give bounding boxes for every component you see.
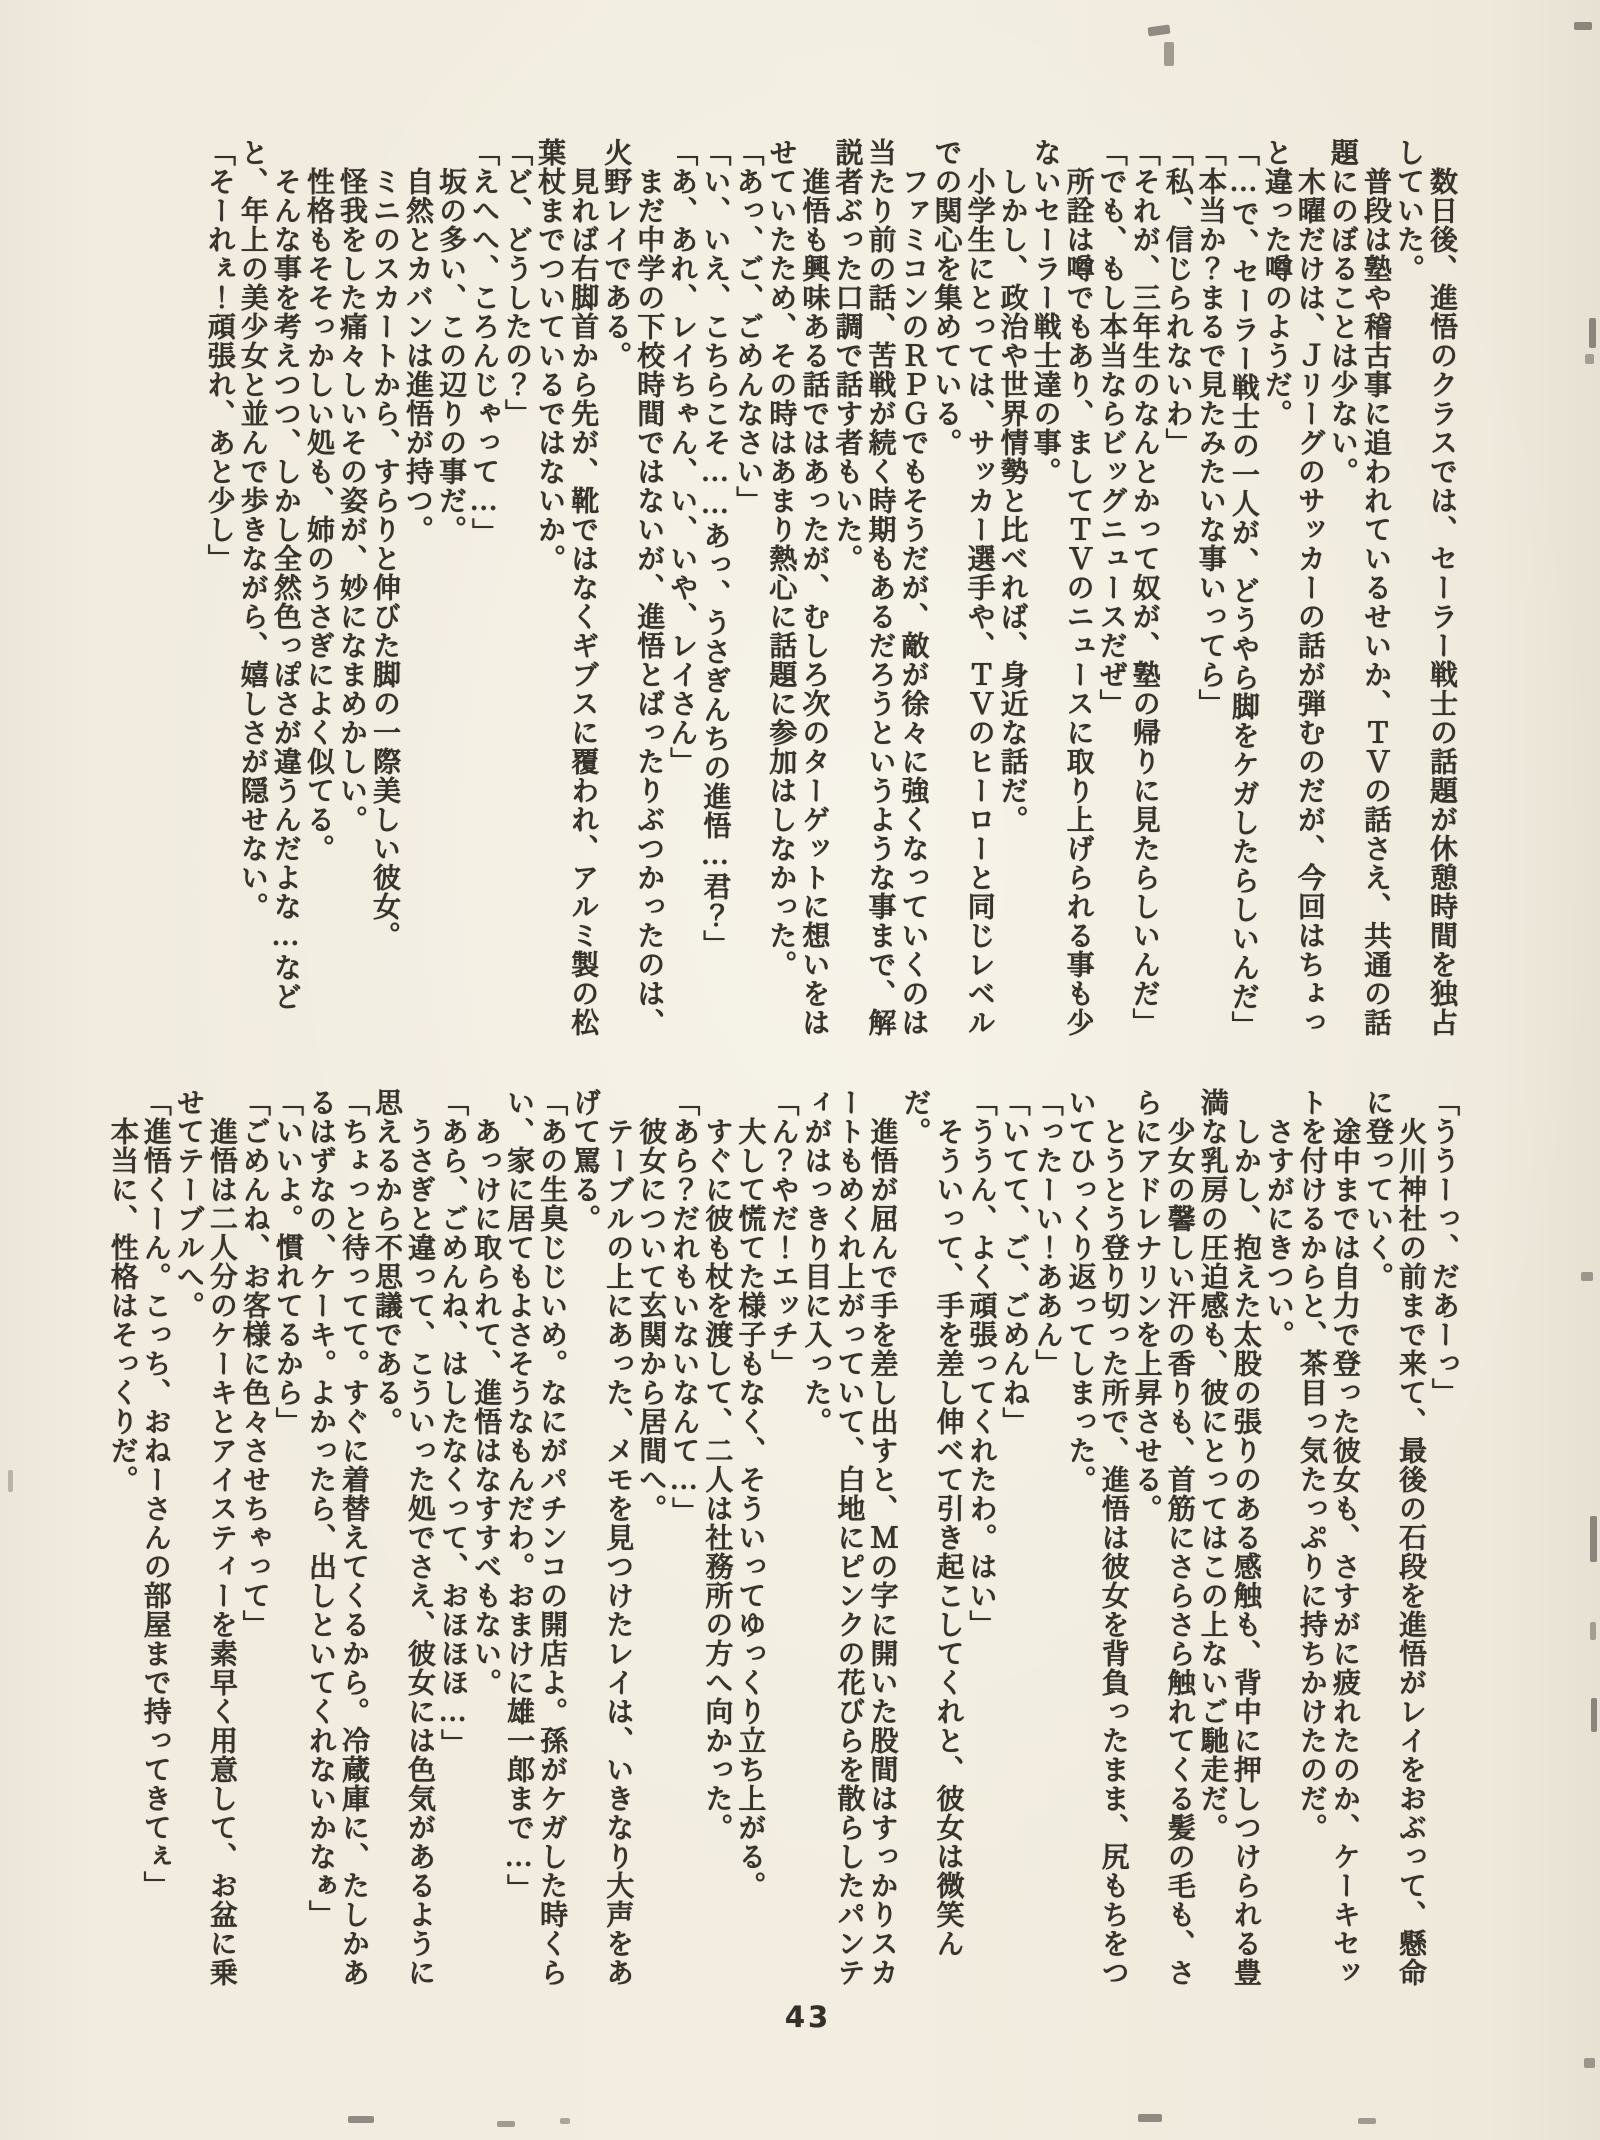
paragraph: 「えへへ、ころんじゃって…」 (468, 138, 500, 547)
paragraph: 怪我をした痛々しいその姿が、妙になまめかしい。 (335, 138, 367, 834)
paragraph: 火川神社の前まで来て、最後の石段を進悟がレイをおぶって、懸命に登っていく。 (1361, 1088, 1426, 1987)
paragraph: 進悟も興味ある話ではあったが、むしろ次のターゲットに想いをはせていたため、その時はあまり熱心に話題に参加はしなかった。 (765, 138, 830, 1037)
story-text-block-bottom (106, 1088, 1460, 2003)
paragraph: 「それが、三年生のなんとかって奴が、塾の帰りに見たらしいんだ」 (1128, 138, 1160, 1037)
scan-mark (1581, 1272, 1593, 1281)
paragraph: 「いてて、ご、ごめんね」 (998, 1088, 1030, 1436)
paragraph: 「あら？だれもいないなんて…」 (668, 1088, 700, 1526)
paragraph: そういって、手を差し伸べて引き起こしてくれと、彼女は微笑んだ。 (899, 1088, 964, 1958)
scan-mark (1585, 354, 1594, 364)
paragraph: とうとう登り切った所で、進悟は彼女を背負ったまま、尻もちをついてひっくり返ってしまった。 (1064, 1088, 1129, 1987)
scan-mark (1358, 2118, 1376, 2124)
paragraph: 性格もそそっかしい処も、姉のうさぎによく似てる。 (302, 138, 334, 863)
paragraph: 「本当か？まるで見たみたいな事いってら」 (1194, 138, 1226, 718)
scan-mark (497, 2121, 515, 2127)
paragraph: 大して慌てた様子もなく、そういってゆっくり立ち上がる。 (734, 1088, 766, 1900)
scan-mark (1590, 1516, 1597, 1562)
paragraph: あっけに取られて、進悟はなすすべもない。 (470, 1088, 502, 1697)
paragraph: 「あら、ごめんね、はしたなくって、おほほほ…」 (437, 1088, 469, 1758)
paragraph: 「でも、もし本当ならビッグニュースだぜ」 (1095, 138, 1127, 718)
paragraph: 「そーれぇ！頑張れ、あと少し」 (203, 138, 235, 573)
paragraph: すぐに彼も杖を渡して、二人は社務所の方へ向かった。 (701, 1088, 733, 1842)
paragraph: 所詮は噂でもあり、ましてＴＶのニュースに取り上げられる事も少ないセーラー戦士達の事。 (1029, 138, 1094, 1037)
paragraph: まだ中学の下校時間ではないが、進悟とばったりぶつかったのは、火野レイである。 (600, 138, 665, 1037)
paragraph: しかし、政治や世界情勢と比べれば、身近な話だ。 (996, 138, 1028, 834)
paragraph: 少女の馨しい汗の香りも、首筋にさらさら触れてくる髪の毛も、さらにアドレナリンを上昇させる。 (1130, 1088, 1195, 1987)
paragraph: 「私、信じられないわ」 (1161, 138, 1193, 457)
paragraph: 小学生にとっては、サッカー選手や、ＴＶのヒーローと同じレベルでの関心を集めている。 (930, 138, 995, 1037)
paragraph: 普段は塾や稽古事に追われているせいか、ＴＶの話さえ、共通の話題にのぼることは少ない。 (1326, 138, 1391, 1037)
paragraph: 「ん？やだ！エッチ」 (767, 1088, 799, 1378)
paragraph: 彼女について玄関から居間へ。 (635, 1088, 667, 1523)
paragraph: 「ううん、よく頑張ってくれたわ。はい」 (965, 1088, 997, 1639)
paragraph: 「いいよ。慣れてるから」 (271, 1088, 303, 1436)
paragraph: 本当に、性格はそっくりだ。 (106, 1088, 138, 1494)
scan-mark (560, 2118, 570, 2124)
paragraph: そんな事を考えつつ、しかし全然色っぽさが違うんだよな…などと、年上の美少女と並んで歩きながら、嬉しさが隠せない。 (236, 138, 301, 1011)
paragraph: 進悟は二人分のケーキとアイスティーを素早く用意して、お盆に乗せてテーブルへ。 (172, 1088, 237, 1987)
paragraph: 「い、いえ、こちらこそ……あっ、うさぎんちの進悟…君？」 (699, 138, 731, 959)
paragraph: 見れば右脚首から先が、靴ではなくギブスに覆われ、アルミ製の松葉杖までついているではないか。 (534, 138, 599, 1037)
paragraph: 「あっ、ご、ごめんなさい」 (732, 138, 764, 515)
paragraph: 「あの生臭じじいめ。なにがパチンコの開店よ。孫がケガした時くらい、家に居てもよさそうなもんだわ。おまけに雄一郎まで…」 (503, 1088, 568, 1987)
paragraph: 木曜だけは、Ｊリーグのサッカーの話が弾むのだが、今回はちょっと違った噂のようだ。 (1260, 138, 1325, 1037)
story-text-block-top (128, 138, 1458, 1043)
paragraph: ファミコンのＲＰＧでもそうだが、敵が徐々に強くなっていくのは当たり前の話、苦戦が続く時期もあるだろうというような事まで、解説者ぶった口調で話す者もいた。 (831, 138, 929, 1037)
paragraph: 「ううーっ、だあーっ」 (1428, 1088, 1459, 1407)
paragraph: 数日後、進悟のクラスでは、セーラー戦士の話題が休憩時間を独占していた。 (1392, 138, 1457, 1037)
paragraph: 進悟が屈んで手を差し出すと、Ｍの字に開いた股間はすっかりスカートもめくれ上がっていて、白地にピンクの花びらを散らしたパンティがはっきり目に入った。 (800, 1088, 898, 1987)
paragraph: テーブルの上にあった、メモを見つけたレイは、いきなり大声をあげて罵る。 (569, 1088, 634, 1987)
page-number: 43 (784, 2000, 832, 2034)
paragraph: 「ちょっと待ってて。すぐに着替えてくるから。冷蔵庫に、たしかあるはずなの、ケーキ。よかったら、出しといてくれないかなぁ」 (304, 1088, 369, 1987)
paragraph: 「ったーい！ああん」 (1031, 1088, 1063, 1378)
scan-mark (1147, 25, 1170, 37)
paragraph: うさぎと違って、こういった処でさえ、彼女には色気があるように思えるから不思議である。 (371, 1088, 436, 1987)
scan-mark (1584, 2058, 1595, 2068)
scan-mark (1591, 1698, 1597, 1732)
paragraph: 「ごめんね、お客様に色々させちゃって」 (238, 1088, 270, 1639)
paragraph: 「…で、セーラー戦士の一人が、どうやら脚をケガしたらしいんだ」 (1227, 138, 1259, 1040)
scan-mark (1164, 42, 1174, 66)
paragraph: 自然とカバンは進悟が持つ。 (402, 138, 434, 544)
scan-mark (348, 2116, 374, 2123)
paragraph: 途中までは自力で登った彼女も、さすがに疲れたのか、ケーキセットを付けるからと、茶目っ気たっぷりに持ちかけたのだ。 (1295, 1088, 1360, 1987)
scan-mark (1574, 22, 1592, 30)
paragraph: ミニのスカートから、すらりと伸びた脚の一際美しい彼女。 (369, 138, 400, 950)
paragraph: さすがにきつい。 (1262, 1088, 1294, 1349)
scan-mark (1590, 1622, 1596, 1640)
paragraph: 「あ、あれ、レイちゃん、い、いや、レイさん」 (666, 138, 698, 776)
paragraph: 「ど、どうしたの？」 (501, 138, 533, 428)
paragraph: 坂の多い、この辺りの事だ。 (435, 138, 467, 544)
scan-mark (8, 1470, 13, 1492)
scan-mark (1138, 2114, 1162, 2122)
scan-mark (1589, 318, 1596, 348)
paragraph: しかし、抱えた太股の張りのある感触も、背中に押しつけられる豊満な乳房の圧迫感も、彼にとってはこの上ないご馳走だ。 (1196, 1088, 1261, 1987)
paragraph: 「進悟くーん。こっち、おねーさんの部屋まで持ってきてぇ」 (139, 1088, 171, 1900)
